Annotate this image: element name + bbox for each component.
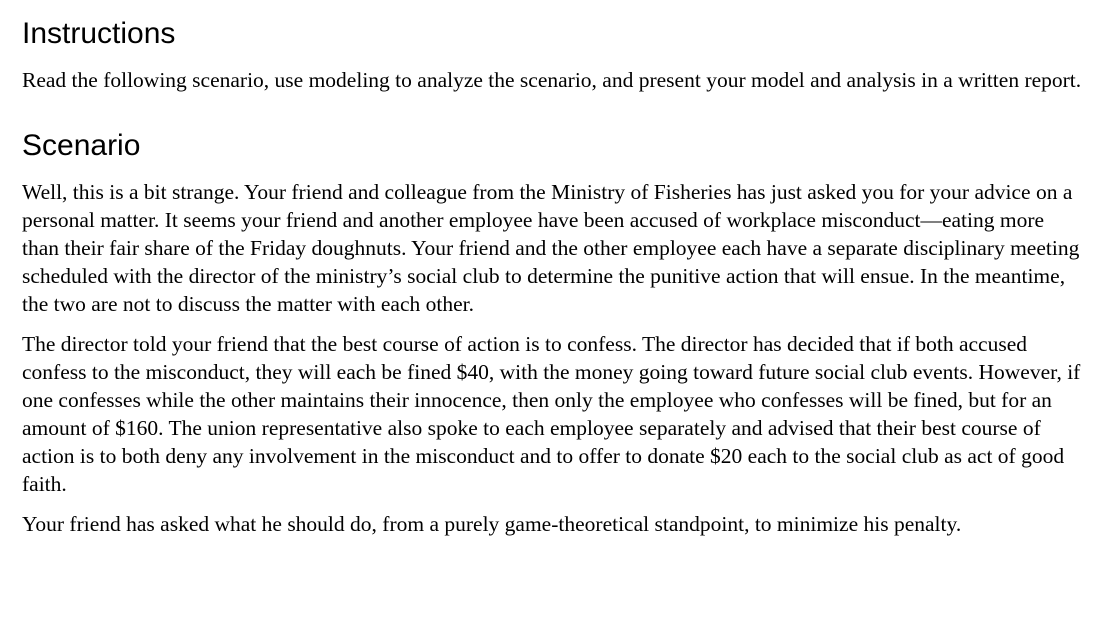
scenario-heading: Scenario <box>22 129 141 162</box>
scenario-paragraph: Your friend has asked what he should do, from a purely game-theoretical standpoint, to minimize his penalty. <box>22 512 962 536</box>
scenario-section <box>22 128 1082 538</box>
scenario-paragraph: The director told your friend that the best course of action is to confess. The director has decided that if both accused confess to the misconduct, they will each be fined $40, with the money going toward future social club events. However, if one confesses while the other maintains their innocence, then only the employee who confesses will be fined, but for an amount of $160. The union representative also spoke to each employee separately and advised that their best course of action is to both deny any involvement in the misconduct and to offer to donate $20 each to the social club as act of good faith. <box>22 332 1081 496</box>
scenario-paragraph: Well, this is a bit strange. Your friend and colleague from the Ministry of Fisheries has just asked you for your advice on a personal matter. It seems your friend and another employee have been accused of workplace misconduct—eating more than their fair share of the Friday doughnuts. Your friend and the other employee each have a separate disciplinary meeting scheduled with the director of the ministry’s social club to determine the punitive action that will ensue. In the meantime, the two are not to discuss the matter with each other. <box>22 180 1080 316</box>
instructions-section <box>22 16 1082 94</box>
instructions-heading: Instructions <box>22 17 176 50</box>
document <box>22 0 1082 538</box>
instructions-paragraph: Read the following scenario, use modeling to analyze the scenario, and present your model and analysis in a written report. <box>22 68 1082 92</box>
